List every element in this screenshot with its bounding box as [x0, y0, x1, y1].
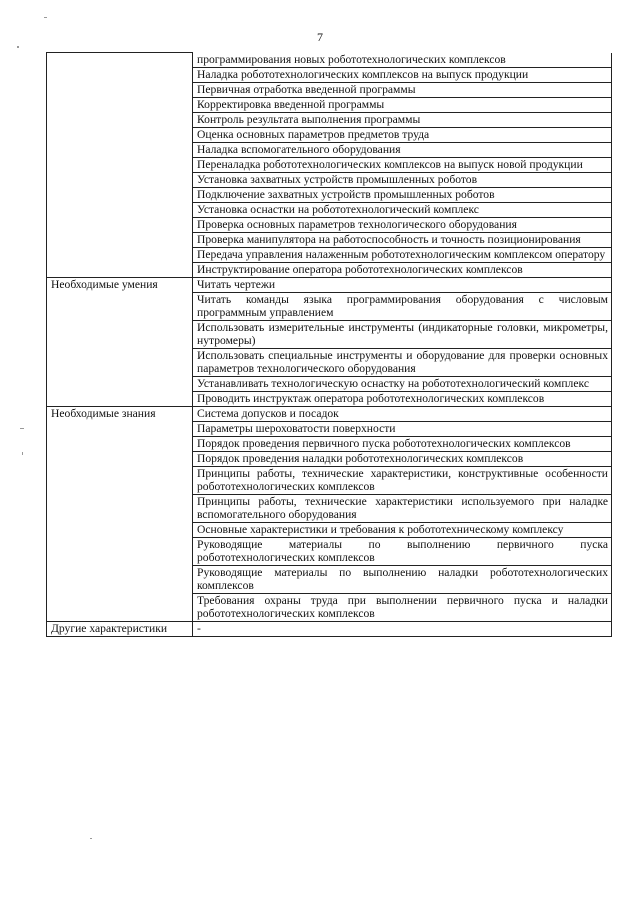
scan-mark: [90, 838, 92, 839]
table-row: [47, 277, 612, 292]
item-cell: Руководящие материалы по выполнению наладки робототехнологических комплексов: [193, 565, 612, 593]
scan-mark: [17, 46, 19, 48]
table-row: [47, 53, 612, 68]
item-cell: Параметры шероховатости поверхности: [193, 421, 612, 436]
item-cell: Корректировка введенной программы: [193, 97, 612, 112]
category-cell: [47, 53, 193, 278]
item-cell: Переналадка робототехнологических комплексов на выпуск новой продукции: [193, 157, 612, 172]
item-cell: Читать команды языка программирования оборудования с числовым программным управлением: [193, 292, 612, 320]
item-cell: Наладка вспомогательного оборудования: [193, 142, 612, 157]
scan-mark: [20, 428, 24, 429]
item-cell: Инструктирование оператора робототехнологических комплексов: [193, 262, 612, 277]
competency-table: [46, 52, 612, 637]
category-cell: Другие характеристики: [47, 621, 193, 636]
item-cell: Наладка робототехнологических комплексов на выпуск продукции: [193, 67, 612, 82]
category-cell: Необходимые умения: [47, 277, 193, 406]
item-cell: Проводить инструктаж оператора робототехнологических комплексов: [193, 391, 612, 406]
table-row: [47, 406, 612, 421]
item-cell: Установка захватных устройств промышленных роботов: [193, 172, 612, 187]
item-cell: Руководящие материалы по выполнению первичного пуска робототехнологических комплексов: [193, 537, 612, 565]
item-cell: Требования охраны труда при выполнении первичного пуска и наладки робототехнологических комплексов: [193, 593, 612, 621]
table-row: [47, 621, 612, 636]
item-cell: Подключение захватных устройств промышленных роботов: [193, 187, 612, 202]
item-cell: Порядок проведения первичного пуска робототехнологических комплексов: [193, 436, 612, 451]
scan-mark: [22, 452, 23, 455]
item-cell: Читать чертежи: [193, 277, 612, 292]
item-cell: Установка оснастки на робототехнологический комплекс: [193, 202, 612, 217]
item-cell: Передача управления налаженным робототехнологическим комплексом оператору: [193, 247, 612, 262]
item-cell: программирования новых робототехнологических комплексов: [193, 53, 612, 68]
page-number: 7: [317, 30, 323, 44]
item-cell: Проверка манипулятора на работоспособность и точность позиционирования: [193, 232, 612, 247]
category-cell: Необходимые знания: [47, 406, 193, 621]
item-cell: Проверка основных параметров технологического оборудования: [193, 217, 612, 232]
item-cell: Порядок проведения наладки робототехнологических комплексов: [193, 451, 612, 466]
item-cell: Оценка основных параметров предметов труда: [193, 127, 612, 142]
item-cell: Система допусков и посадок: [193, 406, 612, 421]
scan-mark: [44, 17, 47, 18]
item-cell: -: [193, 621, 612, 636]
item-cell: Основные характеристики и требования к робототехническому комплексу: [193, 522, 612, 537]
item-cell: Принципы работы, технические характеристики используемого при наладке вспомогательного оборудования: [193, 494, 612, 522]
item-cell: Принципы работы, технические характеристики, конструктивные особенности робототехнологических комплексов: [193, 466, 612, 494]
item-cell: Использовать измерительные инструменты (индикаторные головки, микрометры, нутромеры): [193, 320, 612, 348]
item-cell: Контроль результата выполнения программы: [193, 112, 612, 127]
item-cell: Первичная отработка введенной программы: [193, 82, 612, 97]
item-cell: Устанавливать технологическую оснастку на робототехнологический комплекс: [193, 376, 612, 391]
item-cell: Использовать специальные инструменты и оборудование для проверки основных параметров технологического оборудования: [193, 348, 612, 376]
